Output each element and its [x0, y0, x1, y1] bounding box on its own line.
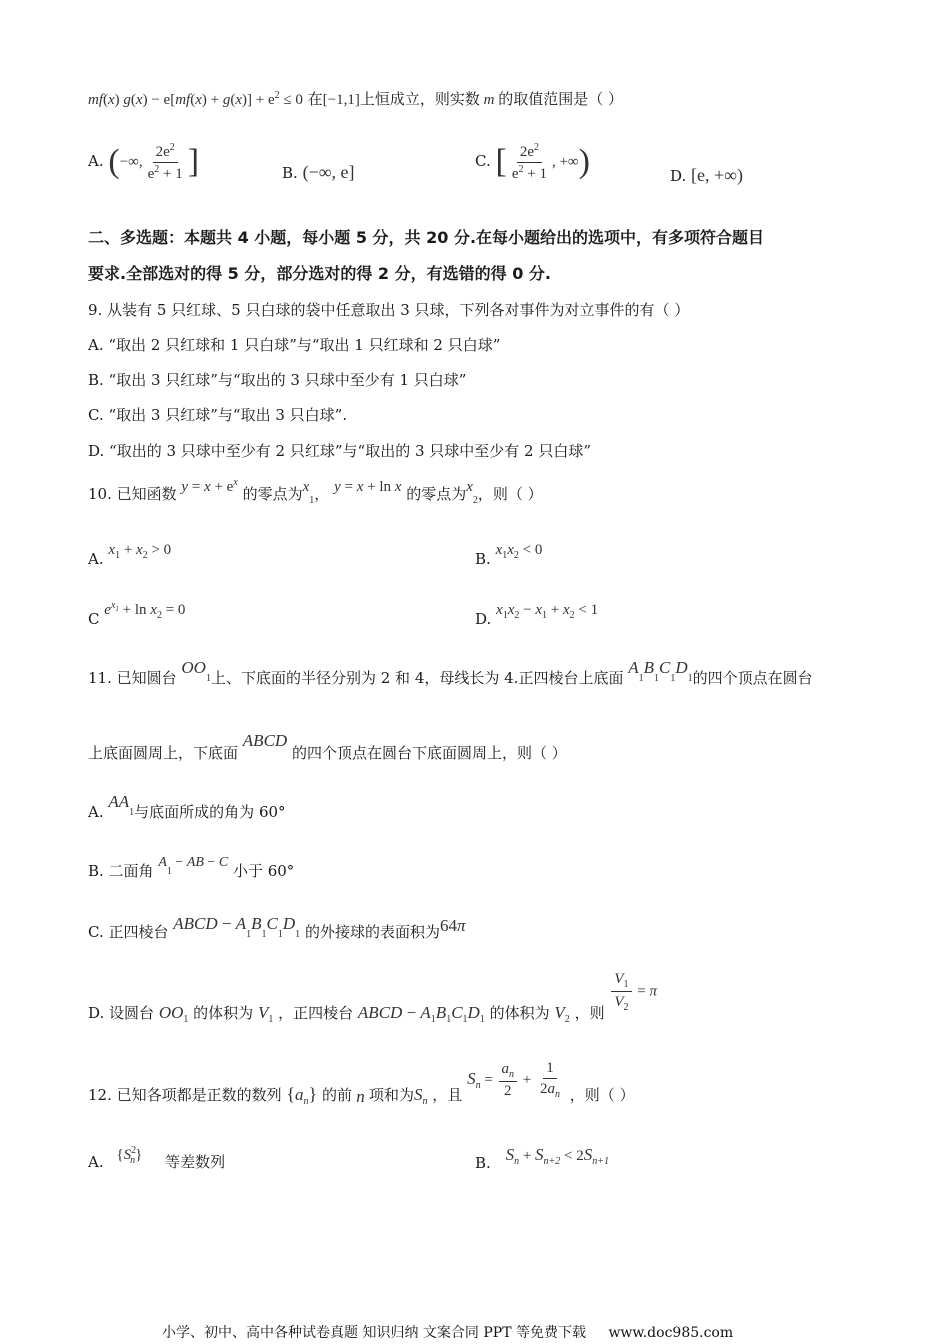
q12-option-b: B. $S_n + S_{n+2} < 2S_{n+1}$: [475, 1145, 610, 1172]
q11-option-a: A. $AA_1$与底面所成的角为 60°: [88, 792, 286, 821]
q10-option-a: A. $x_1 + x_2 > 0$: [88, 542, 172, 568]
q12-stem: 12. 已知各项都是正数的数列 $\{a_n\}$ 的前 n 项和为$S_n$ ，且 $S_n$ = $\frac{a_n}{2}$ + $\frac{1}{2a_n}$ ，则（ ）: [88, 1060, 635, 1107]
q8-interval: [−1,1]: [322, 92, 360, 108]
q8-tail: 上恒成立，则实数: [359, 90, 480, 108]
q11-stem-line2: 上底面圆周上，下底面 ABCD 的四个顶点在圆台下底面圆周上，则（ ）: [88, 731, 567, 762]
q8-inequality: mf: [88, 92, 103, 108]
q8-option-d: D. [e, +∞): [670, 165, 744, 185]
q9-stem: 9. 从装有 5 只红球、5 只白球的袋中任意取出 3 只球，下列各对事件为对立事件的有（ ）: [88, 301, 690, 319]
q10-option-d: D. $x_1x_2 - x_1 + x_2 < 1$: [475, 602, 599, 628]
q9-option-c: C. “取出 3 只红球”与“取出 3 只白球”.: [88, 406, 348, 424]
q10-stem: 10. 已知函数 $y = x + e^x$ 的零点为$x_1$， y = x + ln x 的零点为$x_2$，则（ ）: [88, 477, 543, 506]
q12-option-a: A. $\{S^2_n\}$ 等差数列: [88, 1145, 226, 1171]
section2-heading-line1: 二、多选题：本题共 4 小题，每小题 5 分，共 20 分.在每小题给出的选项中，有多项符合题目: [88, 228, 765, 247]
section2-heading-line2: 要求.全部选对的得 5 分，部分选对的得 2 分，有选错的得 0 分.: [88, 264, 551, 283]
q8-option-a: A. (−∞, $\frac{2e^2}{e^2 + 1}$ ]: [88, 142, 200, 182]
q8-option-c: C. [ $\frac{2e^2}{e^2 + 1}$ , +∞): [475, 142, 590, 182]
page-footer: [162, 1325, 733, 1342]
q8-condition-line: mf(x) $g(x) - e[mf(x) + g(x)] + e^2 \le 0$ 在[−1,1]上恒成立，则实数 m 的取值范围是（ ）: [88, 90, 623, 108]
q9-option-a: A. “取出 2 只红球和 1 只白球”与“取出 1 只红球和 2 只白球”: [88, 336, 501, 354]
q11-stem-line1: 11. 已知圆台 $OO_1$上、下底面的半径分别为 2 和 4，母线长为 4.正四棱台上底面 $A_1B_1C_1D_1$的四个顶点在圆台: [88, 658, 813, 687]
q9-option-b: B. “取出 3 只红球”与“取出的 3 只球中至少有 1 只白球”: [88, 371, 467, 389]
q8-option-b: B. (−∞, e]: [282, 162, 355, 182]
q10-option-c: C $e^{x_1} + \ln x_2 = 0$: [88, 600, 186, 628]
q11-option-c: C. 正四棱台 ABCD − $A_1B_1C_1D_1$ 的外接球的表面积为64π: [88, 914, 466, 941]
q11-option-b: B. 二面角 $A_1$ − AB − C 小于 60°: [88, 855, 295, 880]
q11-option-d: D. 设圆台 $OO_1$ 的体积为 $V_1$ ，正四棱台 ABCD − $A_1B_1C_1D_1$ 的体积为 $V_2$ ，则 $\frac{V_1}{V_2}$ = π: [88, 971, 658, 1025]
q9-option-d: D. “取出的 3 只球中至少有 2 只红球”与“取出的 3 只球中至少有 2 只白球”: [88, 442, 592, 460]
q10-option-b: B. $x_1x_2 < 0$: [475, 542, 543, 568]
footer-text: 小学、初中、高中各种试卷真题 知识归纳 文案合同 PPT 等免费下载: [162, 1325, 586, 1341]
footer-site-link[interactable]: www.doc985.com: [608, 1325, 734, 1341]
